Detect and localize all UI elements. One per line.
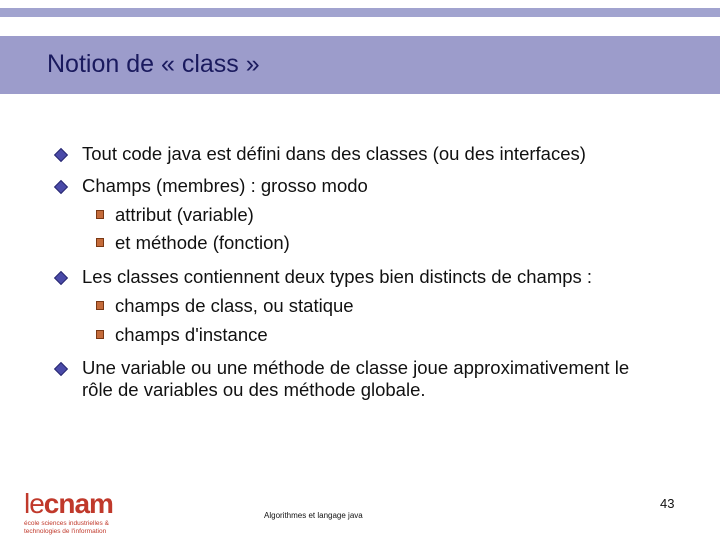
bullet-text: Une variable ou une méthode de classe joue approximativement le bbox=[82, 357, 630, 378]
square-bullet-icon bbox=[96, 210, 104, 219]
sub-bullet-text: et méthode (fonction) bbox=[115, 232, 290, 253]
page-number: 43 bbox=[660, 496, 675, 511]
slide-title: Notion de « class » bbox=[47, 50, 260, 78]
diamond-bullet-icon bbox=[54, 271, 68, 285]
logo-le: le bbox=[24, 488, 44, 519]
bullet-text: Champs (membres) : grosso modo bbox=[82, 175, 368, 196]
sub-bullet-text: attribut (variable) bbox=[115, 204, 254, 225]
square-bullet-icon bbox=[96, 238, 104, 247]
logo-cnam: cnam bbox=[43, 488, 113, 519]
diamond-bullet-icon bbox=[54, 362, 68, 376]
diamond-bullet-icon bbox=[54, 180, 68, 194]
logo-wordmark bbox=[24, 490, 113, 518]
sub-bullet-text: champs de class, ou statique bbox=[115, 295, 354, 316]
logo-tagline-2: technologies de l'information bbox=[24, 528, 107, 535]
bullet-text: Tout code java est défini dans des classes (ou des interfaces) bbox=[82, 143, 586, 164]
sub-bullet-text: champs d'instance bbox=[115, 324, 268, 345]
diamond-bullet-icon bbox=[54, 148, 68, 162]
bullet-text-continuation: rôle de variables ou des méthode globale. bbox=[82, 379, 426, 400]
square-bullet-icon bbox=[96, 301, 104, 310]
bullet-text: Les classes contiennent deux types bien distincts de champs : bbox=[82, 266, 593, 287]
logo-tagline-1: école sciences industrielles & bbox=[24, 520, 109, 527]
top-stripe bbox=[0, 8, 720, 17]
footer-course-title: Algorithmes et langage java bbox=[264, 511, 363, 520]
square-bullet-icon bbox=[96, 330, 104, 339]
cnam-logo bbox=[24, 490, 113, 536]
